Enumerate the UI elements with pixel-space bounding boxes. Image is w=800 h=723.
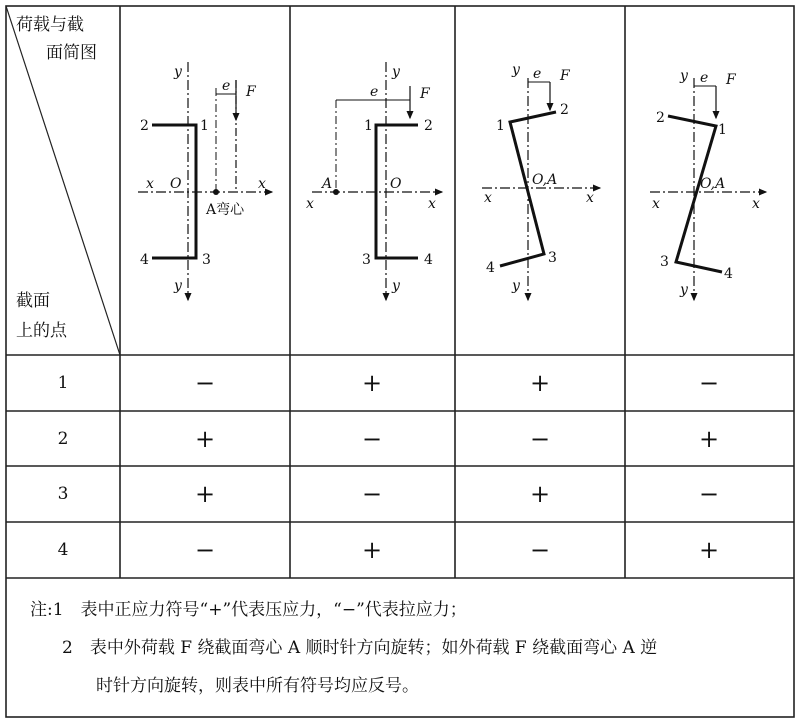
point-label: 4 <box>724 266 733 282</box>
shear-center-label: A弯心 <box>206 202 245 218</box>
load-label: F <box>420 86 430 102</box>
point-number-3: 3 <box>57 484 69 504</box>
point-label: 3 <box>362 252 371 268</box>
x-axis-label: x <box>484 190 492 206</box>
stress-sign: + <box>529 369 551 397</box>
point-label: 2 <box>560 102 569 118</box>
stress-sign: + <box>698 536 720 564</box>
load-label: F <box>560 68 570 84</box>
x-axis-label: x <box>306 196 314 212</box>
stress-sign: + <box>529 480 551 508</box>
stress-sign: − <box>361 425 383 453</box>
origin-label: O <box>170 176 182 192</box>
stress-sign: − <box>698 369 720 397</box>
point-label: 1 <box>364 118 373 134</box>
point-number-1: 1 <box>57 373 69 393</box>
stress-sign: − <box>529 425 551 453</box>
point-label: 1 <box>496 118 505 134</box>
section-diagram-4 <box>650 68 766 300</box>
point-label: 4 <box>140 252 149 268</box>
y-axis-label: y <box>512 62 520 78</box>
e-label: e <box>370 84 379 100</box>
e-label: e <box>533 66 542 82</box>
y-axis-label: y <box>680 282 688 298</box>
point-label: 1 <box>718 122 727 138</box>
x-axis-label: x <box>146 176 154 192</box>
load-label: F <box>246 84 256 100</box>
stress-sign: + <box>194 425 216 453</box>
point-label: 3 <box>548 250 557 266</box>
point-label: 4 <box>486 260 495 276</box>
x-axis-label: x <box>586 190 594 206</box>
load-label: F <box>726 72 736 88</box>
stress-sign: − <box>194 536 216 564</box>
stress-sign: + <box>698 425 720 453</box>
stress-sign: − <box>529 536 551 564</box>
x-axis-label: x <box>752 196 760 212</box>
y-axis-label: y <box>392 64 400 80</box>
origin-shear-center-label: O,A <box>700 176 726 192</box>
stress-sign: + <box>361 536 383 564</box>
stress-sign: − <box>361 480 383 508</box>
e-label: e <box>700 70 709 86</box>
y-axis-label: y <box>680 68 688 84</box>
corner-header-top-line1: 荷载与截 <box>16 15 84 35</box>
origin-shear-center-label: O,A <box>532 172 558 188</box>
point-label: 2 <box>140 118 149 134</box>
point-number-2: 2 <box>57 429 69 449</box>
e-label: e <box>222 78 231 94</box>
y-axis-label: y <box>512 278 520 294</box>
section-diagram-1 <box>138 62 272 300</box>
point-label: 4 <box>424 252 433 268</box>
origin-label: O <box>390 176 402 192</box>
note-line-1: 注:1 表中正应力符号“+”代表压应力，“−”代表拉应力； <box>30 600 467 620</box>
stress-sign: − <box>194 369 216 397</box>
note-line-3: 时针方向旋转，则表中所有符号均应反号。 <box>96 676 419 696</box>
x-axis-label: x <box>258 176 266 192</box>
x-axis-label: x <box>428 196 436 212</box>
y-axis-label: y <box>392 278 400 294</box>
shear-center-label: A <box>322 176 333 192</box>
point-label: 3 <box>660 254 669 270</box>
stress-sign: + <box>361 369 383 397</box>
point-label: 1 <box>200 118 209 134</box>
corner-header-bottom-line2: 上的点 <box>16 321 67 341</box>
point-label: 3 <box>202 252 211 268</box>
section-diagram-3 <box>482 62 600 300</box>
y-axis-label: y <box>174 278 182 294</box>
section-diagram-2 <box>306 62 442 300</box>
x-axis-label: x <box>652 196 660 212</box>
note-line-2: 2 表中外荷载 F 绕截面弯心 A 顺时针方向旋转；如外荷载 F 绕截面弯心 A 逆 <box>62 638 658 658</box>
point-label: 2 <box>424 118 433 134</box>
corner-header-top-line2: 面简图 <box>46 43 97 63</box>
stress-sign: − <box>698 480 720 508</box>
stress-sign: + <box>194 480 216 508</box>
y-axis-label: y <box>174 64 182 80</box>
point-label: 2 <box>656 110 665 126</box>
corner-header-bottom-line1: 截面 <box>16 291 50 311</box>
point-number-4: 4 <box>57 540 69 560</box>
